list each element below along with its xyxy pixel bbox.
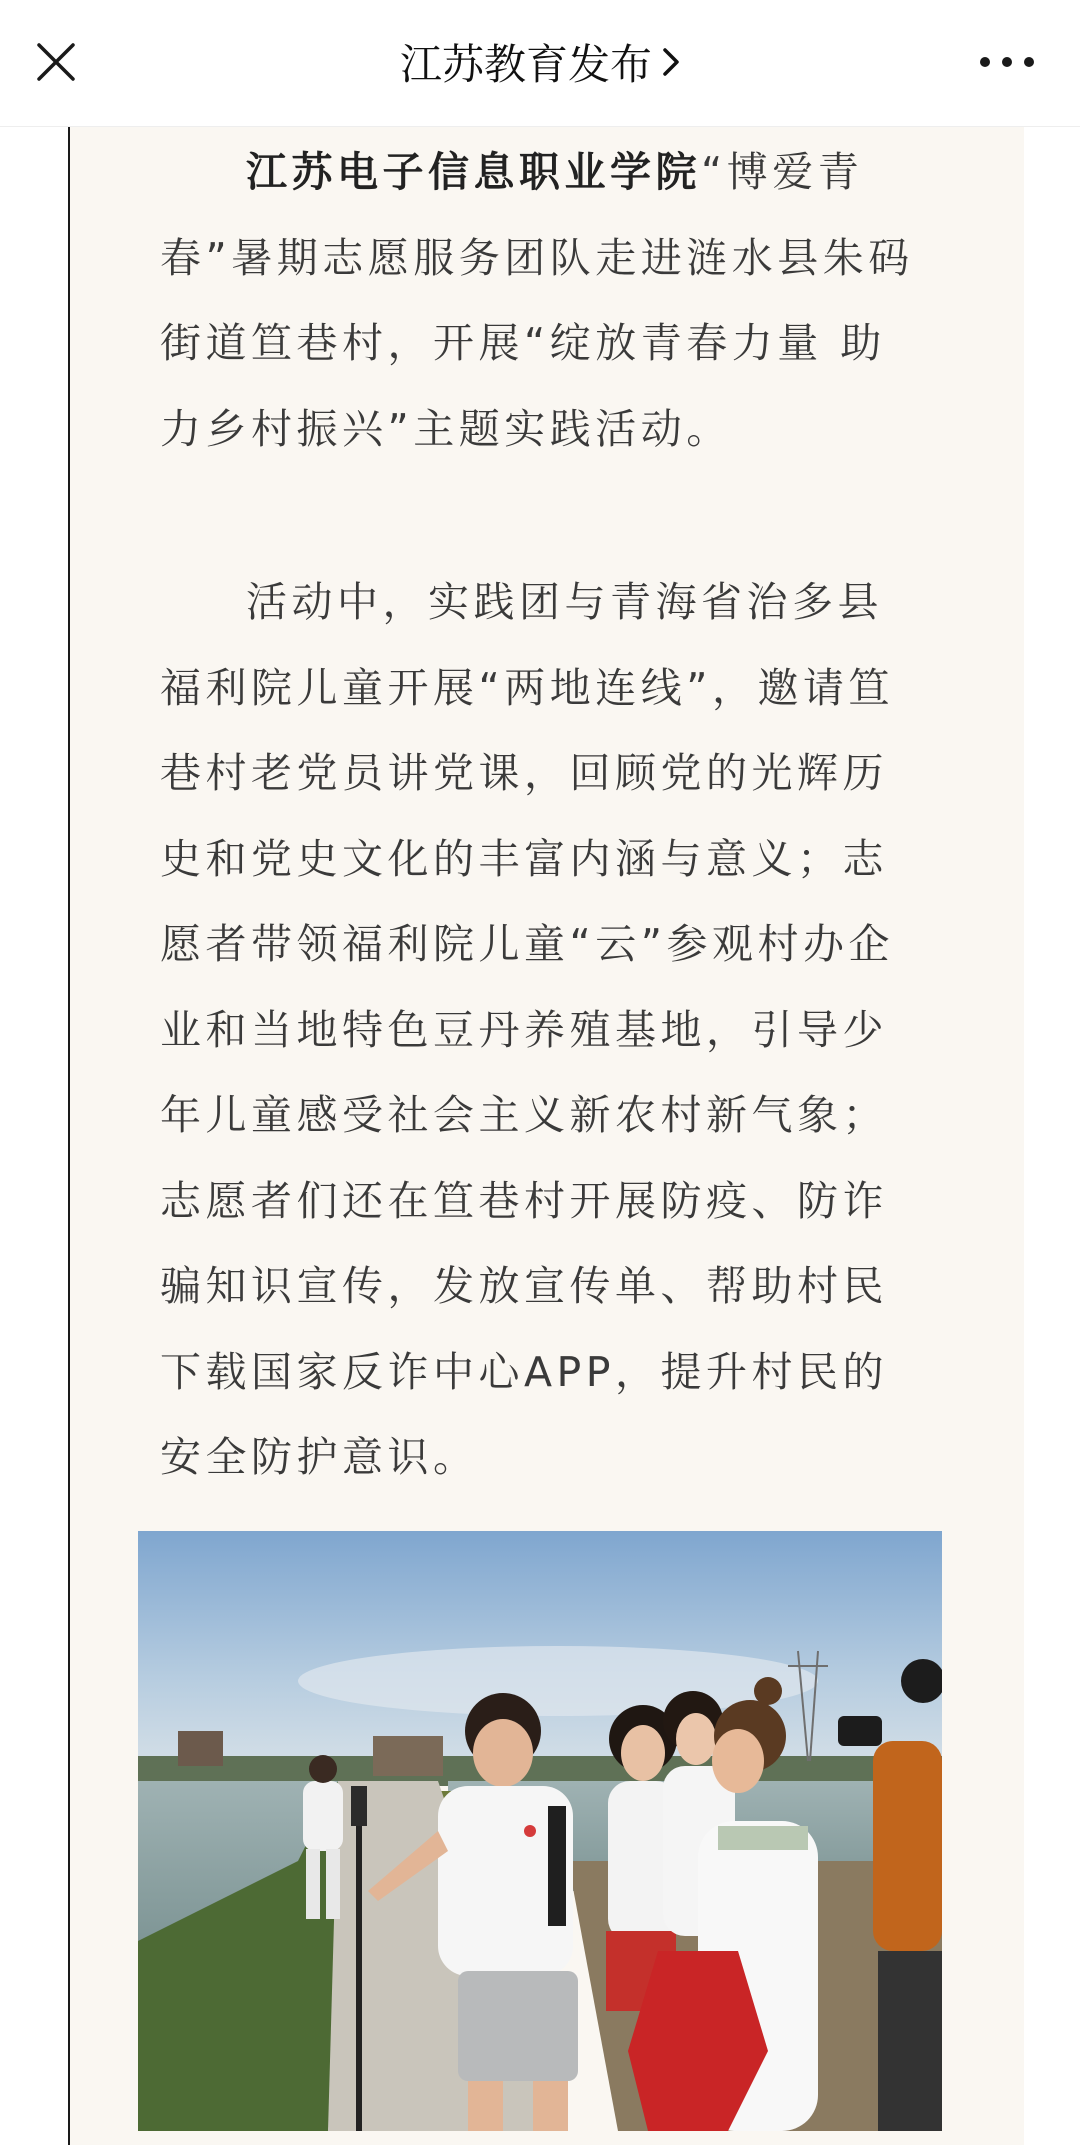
college-name: 江苏电子信息职业学院 (246, 148, 701, 196)
page-title: 江苏教育发布 (399, 40, 652, 89)
more-options-button[interactable] (972, 40, 1042, 84)
left-border-line (68, 127, 70, 2145)
more-horizontal-icon (979, 56, 1035, 68)
article-paragraph-2 (160, 560, 920, 1501)
article-paragraph-1 (160, 130, 920, 472)
account-title-link[interactable] (200, 26, 880, 98)
close-icon (36, 42, 76, 82)
close-button[interactable] (28, 30, 84, 94)
paragraph-1-text: “博爱青春”暑期志愿服务团队走进涟水县朱码街道笪巷村，开展“绽放青春力量 助力乡村振兴”主题实践活动。 (160, 148, 914, 453)
top-nav-bar (0, 0, 1080, 127)
chevron-right-icon (662, 47, 680, 77)
paragraph-2-text: 活动中，实践团与青海省治多县福利院儿童开展“两地连线”，邀请笪巷村老党员讲党课，回顾党的光辉历史和党史文化的丰富内涵与意义；志愿者带领福利院儿童“云”参观村办企业和当地特色豆丹养殖基地，引导少年儿童感受社会主义新农村新气象；志愿者们还在笪巷村开展防疫、防诈骗知识宣传，发放宣传单、帮助村民下载国家反诈中心APP，提升村民的安全防护意识。 (160, 578, 894, 1481)
article-photo[interactable] (138, 1531, 942, 2131)
